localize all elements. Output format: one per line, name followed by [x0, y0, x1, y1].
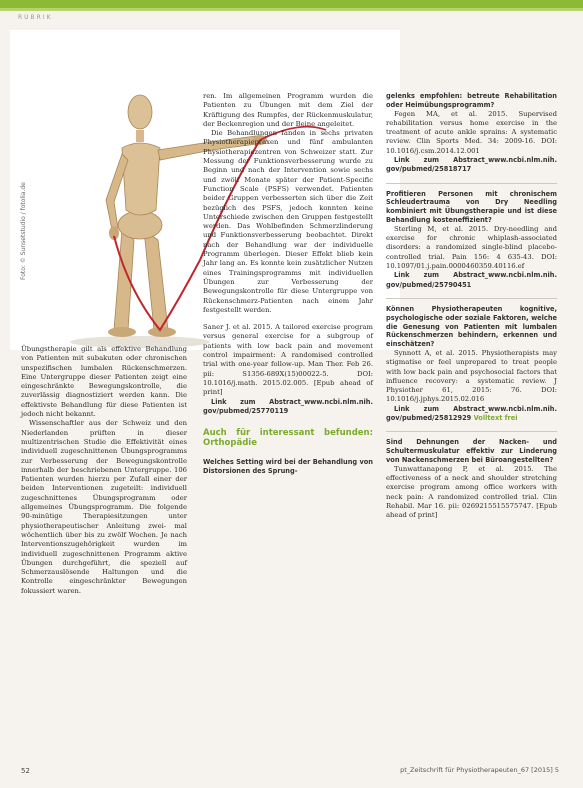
abstract-link[interactable]: Link zum Abstract_www.ncbi.nlm.nih. gov/pubmed/25818717 — [386, 156, 557, 174]
question-heading: Können Physiotherapeuten kognitive, psychologische oder soziale Faktoren, welche die Genesung von Patienten mit lumbalen Rückenschmerzen behindern, erkennen und einschätzen? — [386, 304, 557, 349]
article-column-left — [21, 345, 187, 596]
question-heading: gelenks empfohlen: betreute Rehabilitation oder Heimübungsprogramm? — [386, 92, 557, 109]
abstract-link[interactable]: Link zum Abstract_www.ncbi.nlm.nih. gov/pubmed/25770119 — [203, 397, 373, 415]
article-column-middle — [203, 92, 373, 476]
divider — [386, 431, 557, 432]
question-heading: Welches Setting wird bei der Behandlung von Distorsionen des Sprung- — [203, 458, 373, 475]
abstract-link[interactable] — [386, 405, 557, 424]
body-paragraph: Wissenschaftler aus der Schweiz und den Niederlanden prüften in dieser multizentrischen Studie die Effektivität eines individuell zugeschnittenen Übungsprogramms zur Verbesserung der Bewegungskontrolle innerhalb der beschriebenen Untergruppe. 106 Patienten wurden hierzu per Zufall einer der beiden Interventionen zugeteilt: individuell zugeschnittenes Übungsprogramm oder allgemeines Übungsprogramm. Die folgende 90-minütige Therapiesitzungen unter physiotherapeutischer Anleitung zwei- mal wöchentlich über bis zu zwölf Wochen. Je nach Interventionszugehörigkeit wurden im individuell zugeschnittenen Programm aktive Übungen durchgeführt, die speziell auf Schmerzauslösende Haltungen und die Kontrolle eingeschränkter Bewegungen fokussiert waren. — [21, 419, 187, 595]
reference-citation: Sterling M, et al. 2015. Dry-needling and exercise for chronic whiplash-associated disorders: a randomized single-blind placebo-controlled trial. Pain 156: 4 635-43. DOI: 10.1097/01.j.pain.0000460359.40116.ef — [386, 224, 557, 271]
reference-citation: Tunwattanapong P, et al. 2015. The effectiveness of a neck and shoulder stretching exercise program among office workers with neck pain: A randomized controlled trial. Clin Rehabil. Mar 16. pii: 0269215515575747. [Epub ahead of print] — [386, 464, 557, 520]
abstract-link-text[interactable]: Link zum Abstract_www.ncbi.nlm.nih. gov/pubmed/25812929 — [386, 404, 557, 422]
reference-citation: Synnott A, et al. 2015. Physiotherapists may stigmatise or feel unprepared to treat people with low back pain and psychosocial factors that influence recovery: a systematic review. J Physiother 61, 2015: 76. DOI: 10.1016/j.jphys.2015.02.016 — [386, 348, 557, 404]
top-accent-bar — [0, 0, 583, 8]
section-label: RUBRIK — [18, 14, 53, 21]
abstract-link[interactable]: Link zum Abstract_www.ncbi.nlm.nih. gov/pubmed/25790451 — [386, 271, 557, 289]
body-paragraph: ren. Im allgemeinen Programm wurden die Patienten zu Übungen mit dem Ziel der Kräftigung des Rumpfes, der Rückenmuskulatur, der Beckenregion und der Beine angeleitet. — [203, 92, 373, 128]
question-heading: Profitieren Personen mit chronischem Schleudertrauma von Dry Needling kombiniert mit Übungstherapie und ist diese Behandlung kosteneffizient? — [386, 189, 557, 225]
page-number: 52 — [21, 767, 30, 775]
reference-citation: Saner J. et al. 2015. A tailored exercise program versus general exercise for a subgroup of patients with low back pain and movement control impairment: A randomised controlled trial with one-year follow-up. Man Ther. Feb 26. pii: S1356-689X(15)00022-5. DOI: 10.1016/j.math. 2015.02.005. [Epub ahead of print] — [203, 323, 373, 397]
divider — [386, 298, 557, 299]
question-heading: Sind Dehnungen der Nacken- und Schultermuskulatur effektiv zur Linderung von Nackenschmerzen bei Büroangestellten? — [386, 438, 557, 464]
body-paragraph: Die Behandlungen fanden in sechs privaten Physiotherapiepraxen und fünf ambulanten Physiotherapiezentren von Schweizer statt. Zur Messung der Funktionsverbesserung wurde zu Beginn und nach der Intervention sowie sechs und zwölf Monate später der Patient-Specific Function Scale (PSFS) verwendet. Patienten beider Gruppen verbesserten sich über die Zeit bezüglich des PSFS, jedoch konnten keine Unterschiede zwischen den Gruppen festgestellt werden. Das Wohlbefinden Schmerzlinderung und Funktionsverbesserung beobachtet. Direkt nach der Behandlung war der individuelle Programm überlegen. Dieser Effekt blieb kein Jahr lang an. Es konnte kein zusätzlicher Nutzen eines Trainingsprogramms mit individuellen Übungen zur Verbesserung der Bewegungskontrolle für diese Untergruppe von Rückenschmerz-Patienten nach einem Jahr festgestellt werden. — [203, 129, 373, 314]
article-column-right — [386, 92, 557, 520]
divider — [386, 183, 557, 184]
photo-credit: Foto: © Sunsetstudio / fotolia.de — [20, 182, 27, 280]
full-text-free-badge[interactable]: Volltext frei — [473, 414, 518, 422]
reference-citation: Fegen MA, et al. 2015. Supervised rehabilitation versus home exercise in the treatment of acute ankle sprains: A systematic review. Clin Sports Med. 34: 2009-16. DOI: 10.1016/j.csm.2014.12.001 — [386, 109, 557, 155]
journal-footer: pt_Zeitschrift für Physiotherapeuten_67 [2015] 5 — [400, 766, 559, 774]
body-paragraph: Übungstherapie gilt als effektive Behandlung von Patienten mit subakuten oder chronischen unspezifischen lumbalen Rückenschmerzen. Eine Untergruppe dieser Patienten zeigt eine eingeschränkte Bewegungskontrolle, die zuverlässig diagnostiziert werden kann. Die effektivste Behandlung für diese Patienten ist jedoch nicht bekannt. — [21, 345, 187, 419]
top-accent-stripe — [0, 8, 583, 11]
section-heading: Auch für interessant befunden: Orthopädie — [203, 428, 373, 449]
